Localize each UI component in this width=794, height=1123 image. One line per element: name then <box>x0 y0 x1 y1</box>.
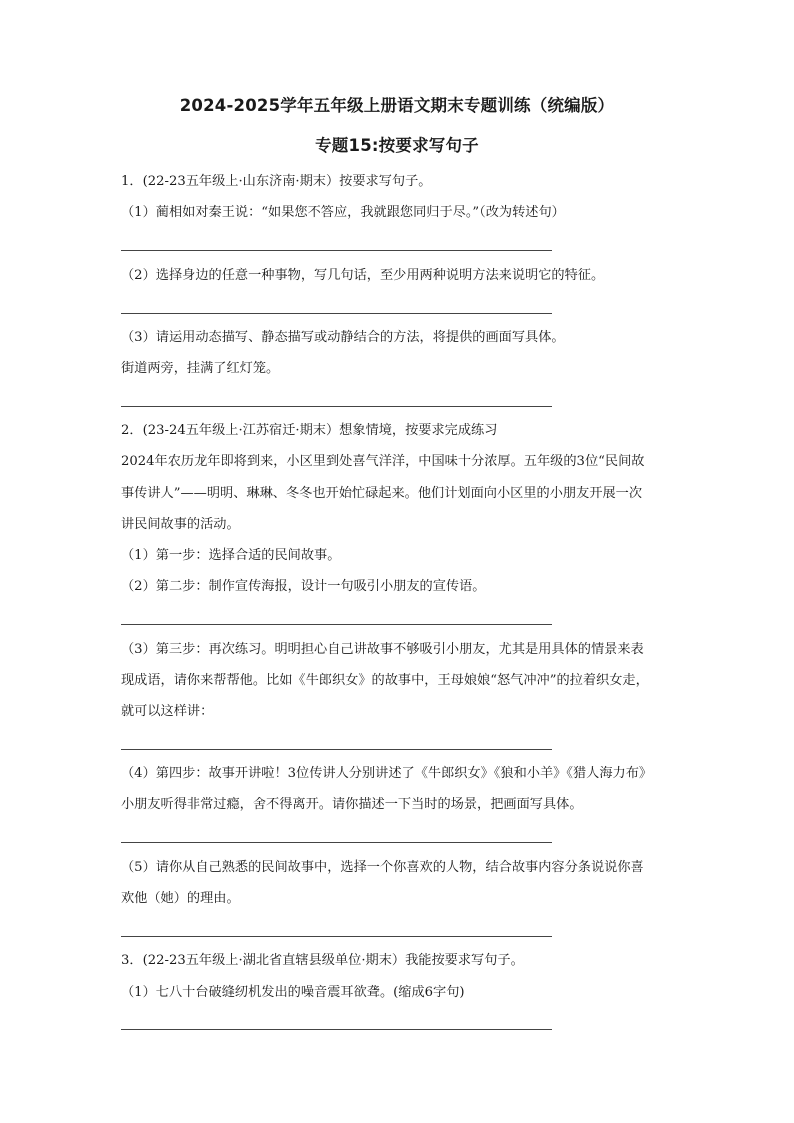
answer-line[interactable] <box>121 313 552 314</box>
question-1-item-1: （1）蔺相如对秦王说：“如果您不答应，我就跟您同归于尽。”（改为转述句） <box>121 205 565 220</box>
question-2-item-5-cont: 欢他（她）的理由。 <box>121 891 240 906</box>
question-1-header: 1．(22-23五年级上·山东济南·期末）按要求写句子。 <box>121 174 432 189</box>
question-2-item-1: （1）第一步：选择合适的民间故事。 <box>121 548 341 563</box>
answer-line[interactable] <box>121 749 552 750</box>
question-2-item-3-cont: 就可以这样讲： <box>121 704 214 719</box>
question-2-item-5: （5）请你从自己熟悉的民间故事中，选择一个你喜欢的人物，结合故事内容分条说说你喜 <box>121 860 644 875</box>
question-1-item-2: （2）选择身边的任意一种事物，写几句话，至少用两种说明方法来说明它的特征。 <box>121 268 605 283</box>
question-2-header: 2．(23-24五年级上·江苏宿迁·期末）想象情境，按要求完成练习 <box>121 423 498 438</box>
answer-line[interactable] <box>121 624 552 625</box>
question-2-passage-line: 讲民间故事的活动。 <box>121 517 240 532</box>
answer-line[interactable] <box>121 1029 552 1030</box>
answer-line[interactable] <box>121 250 552 251</box>
question-2-item-3: （3）第三步：再次练习。明明担心自己讲故事不够吸引小朋友，尤其是用具体的情景来表 <box>121 642 644 657</box>
question-1-item-3-prompt: 街道两旁，挂满了红灯笼。 <box>121 361 280 376</box>
question-2-item-2: （2）第二步：制作宣传海报，设计一句吸引小朋友的宣传语。 <box>121 579 486 594</box>
question-1-item-3: （3）请运用动态描写、静态描写或动静结合的方法，将提供的画面写具体。 <box>121 330 565 345</box>
answer-line[interactable] <box>121 406 552 407</box>
question-2-passage-line: 事传讲人”——明明、琳琳、冬冬也开始忙碌起来。他们计划面向小区里的小朋友开展一次 <box>121 486 643 501</box>
question-3-header: 3．(22-23五年级上·湖北省直辖县级单位·期末）我能按要求写句子。 <box>121 953 524 968</box>
question-2-item-4-cont: 小朋友听得非常过瘾，舍不得离开。请你描述一下当时的场景，把画面写具体。 <box>121 797 583 812</box>
question-2-passage-line: 2024年农历龙年即将到来，小区里到处喜气洋洋，中国味十分浓厚。五年级的3位“民间故 <box>121 454 645 469</box>
question-3-item-1: （1）七八十台破缝纫机发出的噪音震耳欲聋。(缩成6字句) <box>121 985 465 1000</box>
question-2-item-3-cont: 现成语，请你来帮帮他。比如《牛郎织女》的故事中，王母娘娘“怒气冲冲”的拉着织女走， <box>121 673 649 688</box>
page-subtitle: 专题15:按要求写句子 <box>315 136 479 155</box>
answer-line[interactable] <box>121 842 552 843</box>
answer-line[interactable] <box>121 936 552 937</box>
question-2-item-4: （4）第四步：故事开讲啦！3位传讲人分别讲述了《牛郎织女》《狼和小羊》《猎人海力布》 <box>121 766 653 781</box>
page-title: 2024-2025学年五年级上册语文期末专题训练（统编版） <box>179 96 615 115</box>
